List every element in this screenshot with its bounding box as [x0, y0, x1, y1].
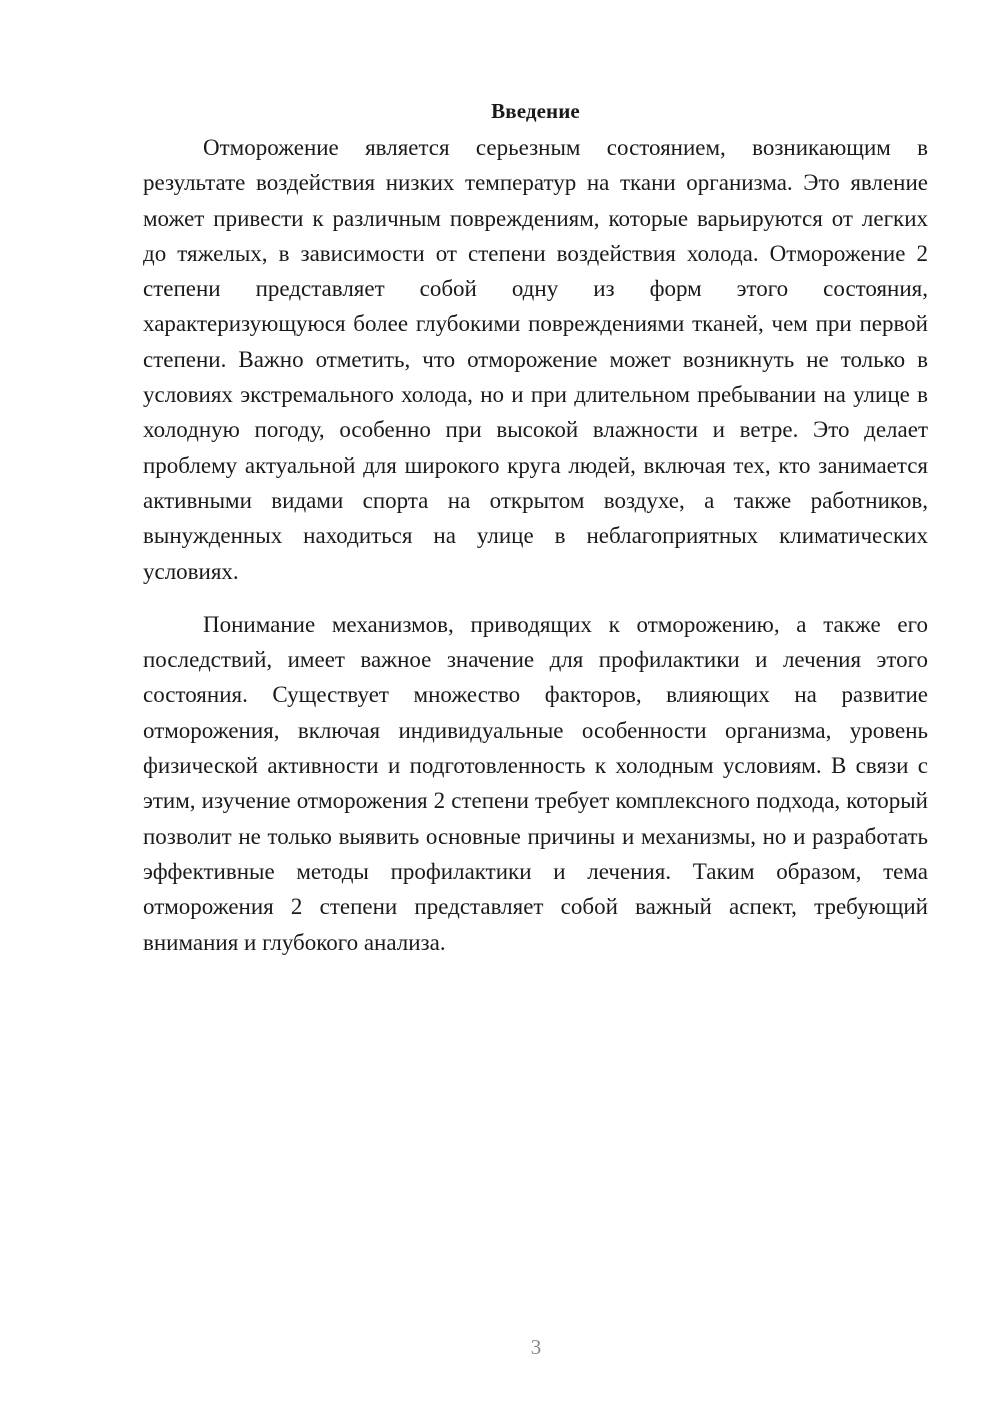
paragraph-1: Отморожение является серьезным состоянием, возникающим в результате воздействия низких температур на ткани организма. Это явление может привести к различным повреждениям, которые варьируются от легких до тяжелых, в зависимости от степени воздействия холода. Отморожение 2 степени представляет собой одну из форм этого состояния, характеризующуюся более глубокими повреждениями тканей, чем при первой степени. Важно отметить, что отморожение может возникнуть не только в условиях экстремального холода, но и при длительном пребывании на улице в холодную погоду, особенно при высокой влажности и ветре. Это делает проблему актуальной для широкого круга людей, включая тех, кто занимается активными видами спорта на открытом воздухе, а также работников, вынужденных находиться на улице в неблагоприятных климатических условиях. — [143, 135, 928, 584]
page-content — [143, 96, 928, 960]
section-title: Введение — [491, 99, 580, 123]
paragraph-2: Понимание механизмов, приводящих к отморожению, а также его последствий, имеет важное значение для профилактики и лечения этого состояния. Существует множество факторов, влияющих на развитие отморожения, включая индивидуальные особенности организма, уровень физической активности и подготовленность к холодным условиям. В связи с этим, изучение отморожения 2 степени требует комплексного подхода, который позволит не только выявить основные причины и механизмы, но и разработать эффективные методы профилактики и лечения. Таким образом, тема отморожения 2 степени представляет собой важный аспект, требующий внимания и глубокого анализа. — [143, 611, 928, 955]
page-number: 3 — [530, 1335, 542, 1359]
